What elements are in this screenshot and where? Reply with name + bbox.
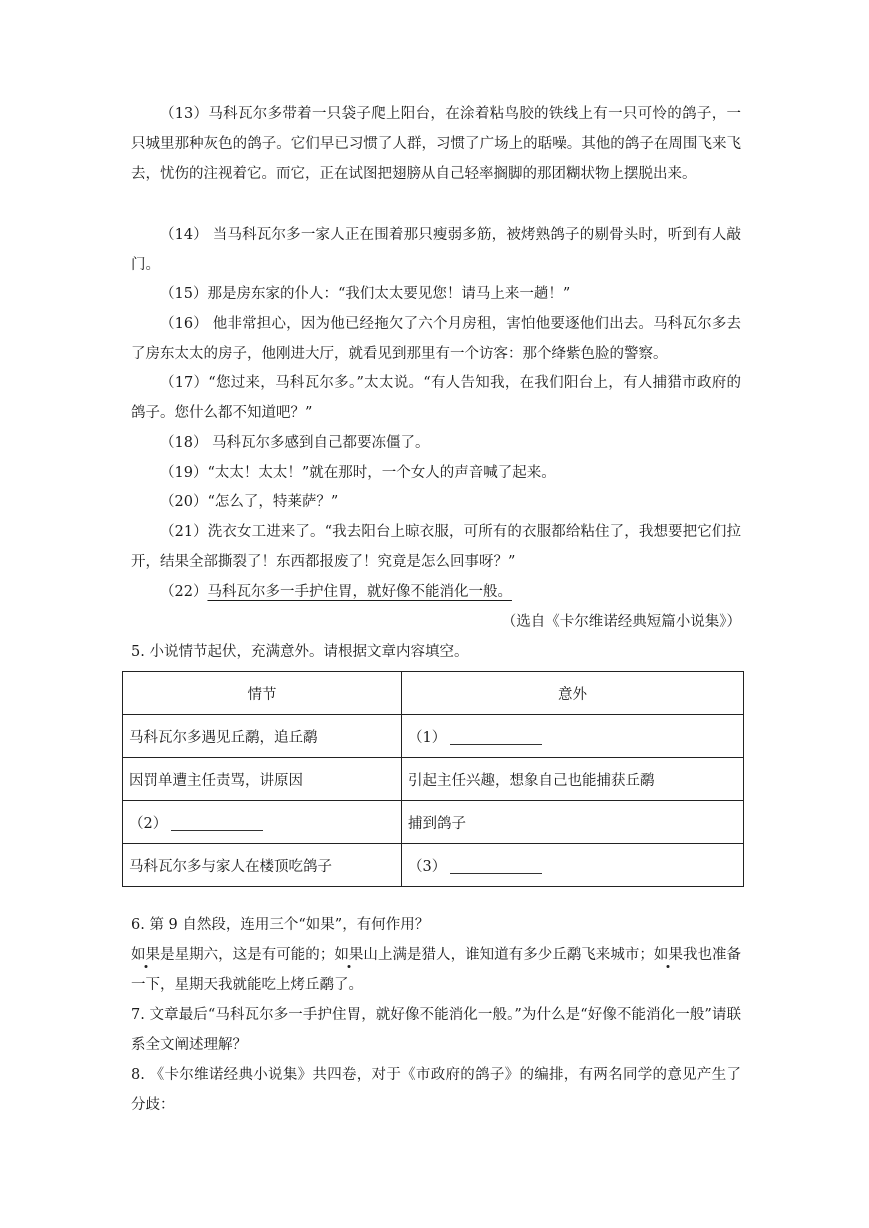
table-header-row	[123, 672, 744, 715]
paragraph-18: （18） 马科瓦尔多感到自己都要冻僵了。	[160, 435, 430, 451]
underlined-sentence: 马科瓦尔多一手护住胃，就好像不能消化一般。	[207, 584, 512, 600]
question-6: 6. 第 9 自然段，连用三个“如果”，有何作用？	[131, 917, 430, 933]
answer-blank-1[interactable]	[450, 730, 542, 745]
blank-label: （3）	[408, 858, 447, 875]
table-cell	[123, 801, 402, 844]
table-cell	[402, 844, 744, 887]
source-citation: （选自《卡尔维诺经典短篇小说集》）	[501, 614, 741, 630]
plot-table	[122, 671, 744, 887]
question-6-quote	[131, 940, 741, 1000]
paragraph-16: （16） 他非常担心，因为他已经拖欠了六个月房租，害怕他要逐他们出去。马科瓦尔多去了房东太太的房子，他刚进大厅，就看见到那里有一个访客：那个绛紫色脸的警察。	[131, 316, 741, 362]
paragraph-13: （13）马科瓦尔多带着一只袋子爬上阳台，在涂着粘鸟胶的铁线上有一只可怜的鸽子，一只城里那种灰色的鸽子。它们早已习惯了人群，习惯了广场上的聒噪。其他的鸽子在周围飞来飞去，忧伤的注视着它。而它，正在试图把翅膀从自己轻率搁脚的那团糊状物上摆脱出来。	[131, 106, 741, 182]
answer-blank-2[interactable]	[171, 816, 263, 831]
question-7: 7. 文章最后“马科瓦尔多一手护住胃，就好像不能消化一般。”为什么是“好像不能消化一般”请联系全文阐述理解？	[131, 1007, 741, 1053]
blank-label: （2）	[129, 815, 168, 832]
table-cell: 马科瓦尔多遇见丘鹬，追丘鹬	[123, 715, 402, 758]
table-cell: 马科瓦尔多与家人在楼顶吃鸽子	[123, 844, 402, 887]
table-cell: 捕到鸽子	[402, 801, 744, 844]
paragraph-17: （17）“您过来，马科瓦尔多。”太太说。“有人告知我，在我们阳台上，有人捕猎市政府的鸽子。您什么都不知道吧？”	[131, 375, 741, 421]
paragraph-14: （14） 当马科瓦尔多一家人正在围着那只瘦弱多筋，被烤熟鸽子的剔骨头时，听到有人敲门。	[131, 227, 741, 273]
paragraph-22	[131, 577, 741, 607]
header-plot: 情节	[123, 672, 402, 715]
paragraph-22-number: （22）	[160, 584, 208, 600]
table-row	[123, 844, 744, 887]
table-row	[123, 801, 744, 844]
question-8: 8. 《卡尔维诺经典小说集》共四卷，对于《市政府的鸽子》的编排，有两名同学的意见产生了分歧：	[131, 1067, 741, 1113]
table-row	[123, 758, 744, 801]
paragraph-15: （15）那是房东家的仆人：“我们太太要见您！请马上来一趟！”	[160, 286, 571, 302]
quote-text-3: 我也准备一下，星期天我就能吃上烤丘鹬了。	[131, 947, 742, 993]
table-row	[123, 715, 744, 758]
paragraph-20: （20）“怎么了，特莱萨？”	[160, 494, 339, 510]
emphasis-ruguo-1: 如果	[131, 947, 161, 963]
emphasis-ruguo-3: 如果	[653, 947, 683, 963]
paragraph-21: （21）洗衣女工进来了。“我去阳台上晾衣服，可所有的衣服都给粘住了，我想要把它们拉开，结果全部撕裂了！东西都报废了！究竟是怎么回事呀？”	[131, 524, 741, 570]
answer-blank-3[interactable]	[450, 859, 542, 874]
question-5: 5. 小说情节起伏，充满意外。请根据文章内容填空。	[131, 644, 469, 660]
header-surprise: 意外	[402, 672, 744, 715]
paragraph-19: （19）“太太！太太！”就在那时，一个女人的声音喊了起来。	[160, 465, 556, 481]
quote-text-2: 山上满是猎人，谁知道有多少丘鹬飞来城市；	[363, 947, 654, 963]
table-cell	[402, 715, 744, 758]
table-cell: 因罚单遭主任责骂，讲原因	[123, 758, 402, 801]
emphasis-ruguo-2: 如果	[334, 947, 364, 963]
quote-text-1: 是星期六，这是有可能的；	[160, 947, 335, 963]
table-cell: 引起主任兴趣，想象自己也能捕获丘鹬	[402, 758, 744, 801]
blank-label: （1）	[408, 729, 447, 746]
